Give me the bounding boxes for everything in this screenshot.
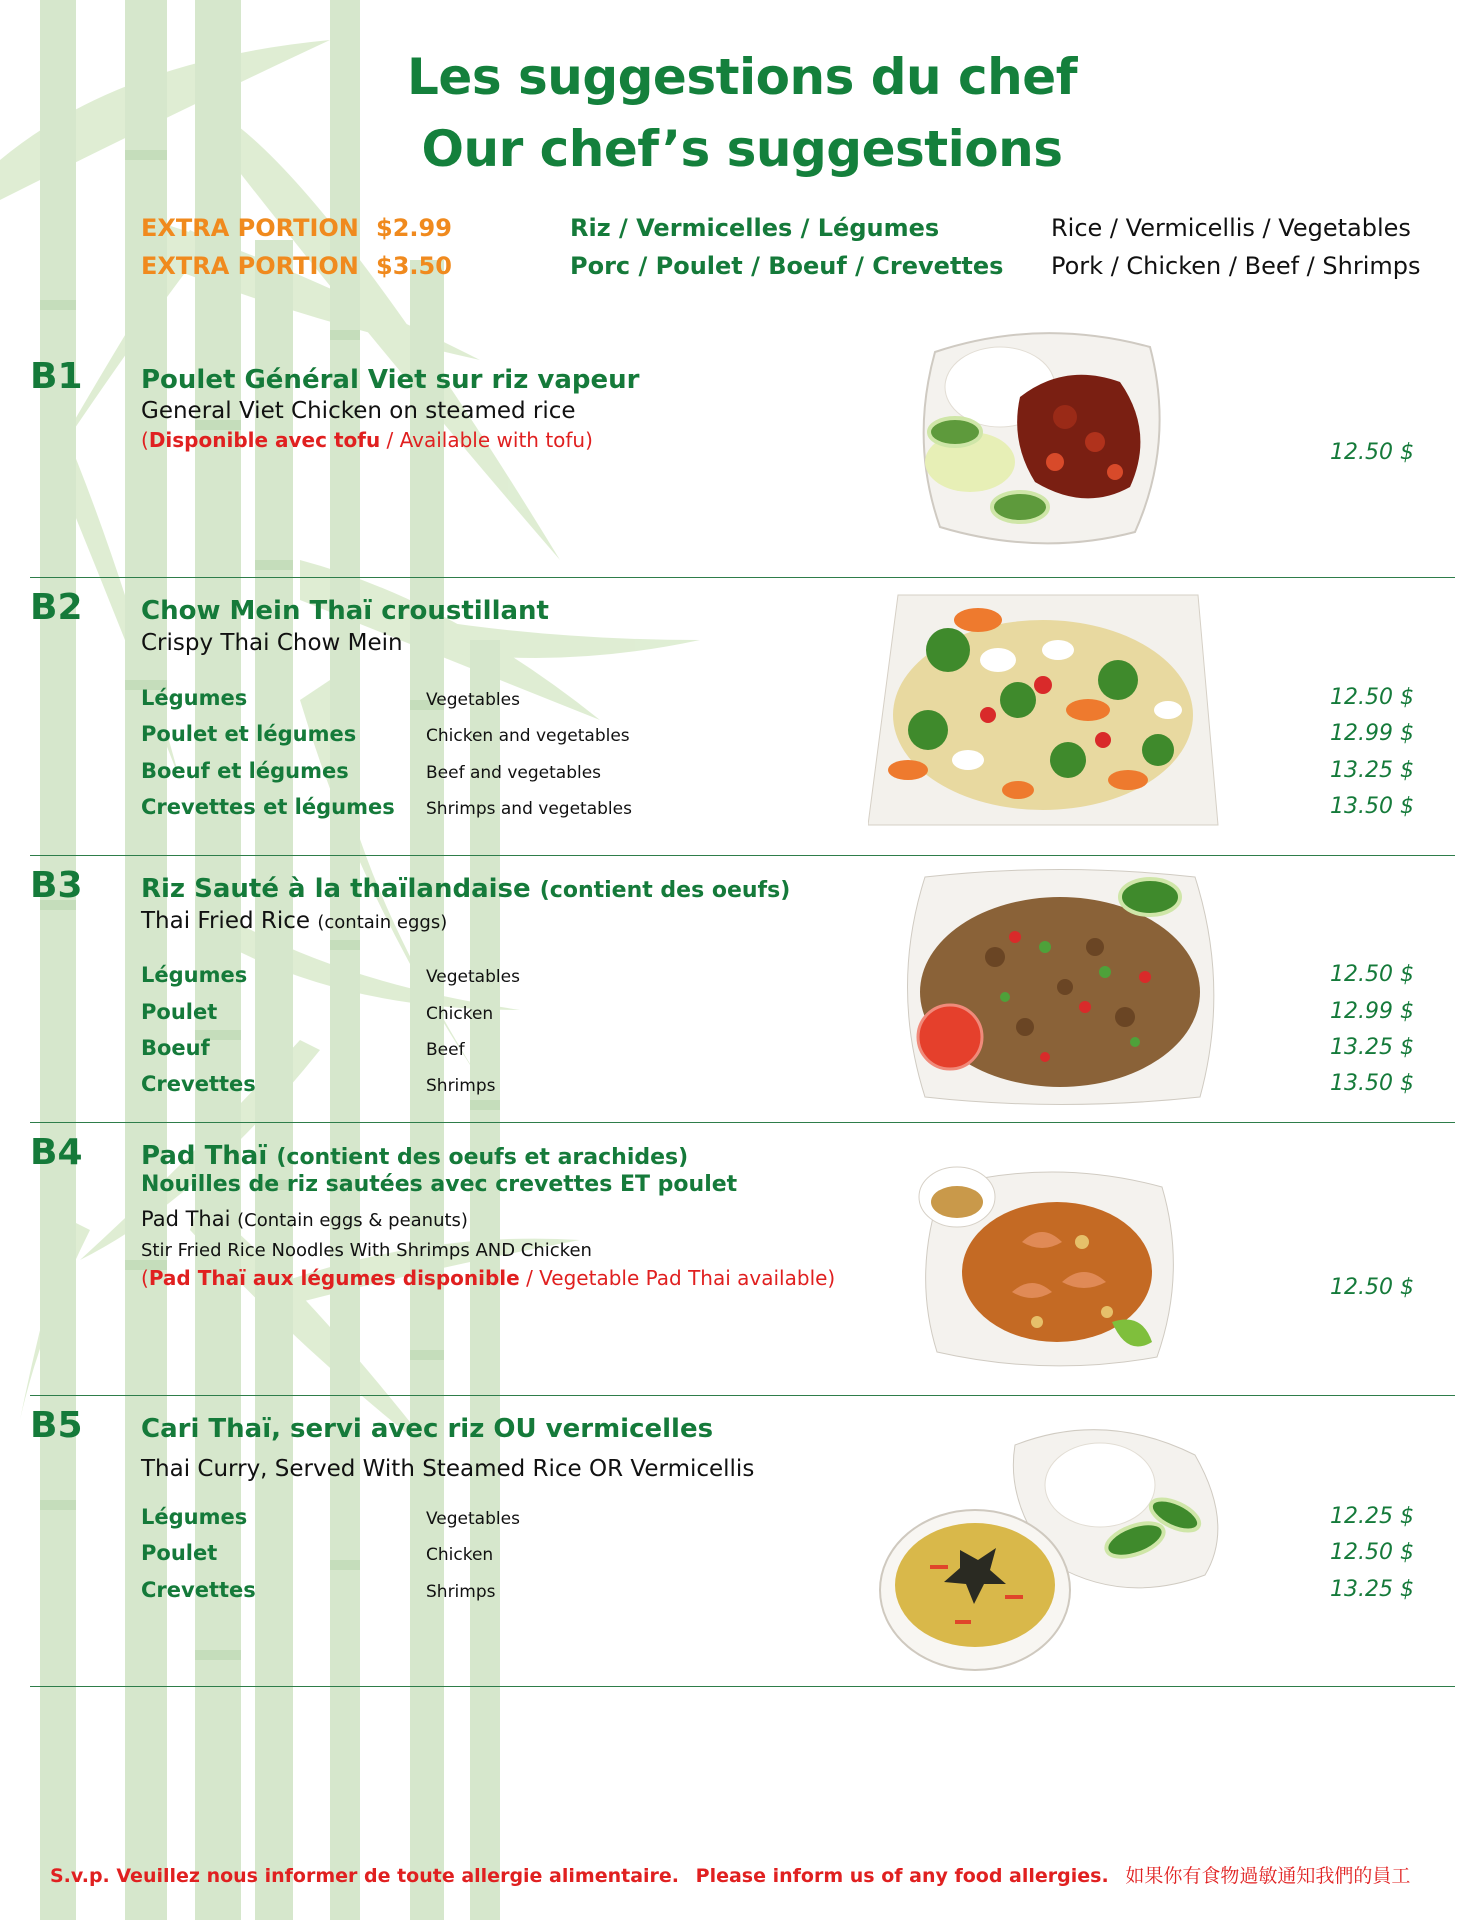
option-label-en: Vegetables — [426, 1509, 520, 1529]
item-code-b3: B3 — [30, 865, 83, 906]
option-label-en: Vegetables — [426, 967, 520, 987]
allergy-notice-zh: 如果你有食物過敏通知我們的員工 — [1125, 1865, 1411, 1887]
option-label-fr: Boeuf et légumes — [141, 759, 349, 783]
item-title-en: Pad Thai (Contain eggs & peanuts) — [141, 1207, 468, 1231]
item-code-b2: B2 — [30, 587, 83, 628]
option-label-fr: Crevettes et légumes — [141, 795, 395, 819]
item-subtitle-en: Stir Fried Rice Noodles With Shrimps AND Chicken — [141, 1240, 592, 1261]
option-label-fr: Poulet et légumes — [141, 722, 357, 746]
item-title-en: Thai Fried Rice (contain eggs) — [141, 908, 448, 934]
item-title-fr: Pad Thaï (contient des oeufs et arachides) — [141, 1141, 689, 1171]
option-label-fr: Boeuf — [141, 1036, 210, 1060]
item-title-fr: Cari Thaï, servi avec riz OU vermicelles — [141, 1414, 714, 1444]
option-price: 13.50 $ — [1330, 794, 1414, 819]
section-divider — [30, 1395, 1455, 1396]
option-label-fr: Légumes — [141, 686, 248, 710]
item-title-fr: Riz Sauté à la thaïlandaise (contient des oeufs) — [141, 874, 791, 904]
page-title-fr: Les suggestions du chef — [407, 48, 1077, 106]
option-label-fr: Crevettes — [141, 1578, 256, 1602]
general-viet-chicken-photo — [915, 322, 1165, 550]
option-label-en: Vegetables — [426, 690, 520, 710]
option-price: 12.50 $ — [1330, 962, 1414, 987]
fried-rice-photo — [895, 867, 1225, 1107]
option-label-en: Shrimps and vegetables — [426, 799, 632, 819]
item-title-fr: Poulet Général Viet sur riz vapeur — [141, 365, 640, 395]
allergy-notice-en: Please inform us of any food allergies. — [695, 1865, 1109, 1887]
page-title-en: Our chef’s suggestions — [421, 120, 1063, 178]
extra-portion-price: $2.99 — [376, 214, 452, 242]
option-label-fr: Légumes — [141, 1505, 248, 1529]
option-price: 13.25 $ — [1330, 758, 1414, 783]
item-price: 12.50 $ — [1330, 1275, 1414, 1300]
item-title-en: General Viet Chicken on steamed rice — [141, 398, 576, 424]
item-availability-note: (Disponible avec tofu / Available with tofu) — [141, 428, 593, 452]
option-price: 12.25 $ — [1330, 1504, 1414, 1529]
option-label-en: Beef and vegetables — [426, 763, 602, 783]
option-label-fr: Crevettes — [141, 1072, 256, 1096]
section-divider — [30, 1122, 1455, 1123]
option-label-en: Shrimps — [426, 1076, 496, 1096]
extra-portion-label: EXTRA PORTION — [141, 252, 359, 280]
extra-portion-price: $3.50 — [376, 252, 452, 280]
allergy-notice-fr: S.v.p. Veuillez nous informer de toute allergie alimentaire. — [50, 1865, 680, 1887]
allergy-notice — [50, 1861, 1420, 1888]
option-price: 13.25 $ — [1330, 1035, 1414, 1060]
section-divider — [30, 855, 1455, 856]
item-title-en: Crispy Thai Chow Mein — [141, 630, 403, 656]
thai-curry-photo — [875, 1415, 1230, 1677]
option-price: 12.50 $ — [1330, 1540, 1414, 1565]
extra-portion-desc-en: Rice / Vermicellis / Vegetables — [1051, 214, 1411, 242]
option-label-fr: Légumes — [141, 963, 248, 987]
section-divider — [30, 577, 1455, 578]
extra-portion-desc-fr: Porc / Poulet / Boeuf / Crevettes — [570, 252, 1004, 280]
option-price: 12.50 $ — [1330, 685, 1414, 710]
option-label-en: Chicken — [426, 1004, 494, 1024]
option-price: 13.25 $ — [1330, 1577, 1414, 1602]
item-code-b5: B5 — [30, 1405, 83, 1446]
pad-thai-photo — [912, 1152, 1180, 1370]
section-divider — [30, 1686, 1455, 1687]
option-price: 13.50 $ — [1330, 1071, 1414, 1096]
option-label-en: Chicken and vegetables — [426, 726, 630, 746]
option-label-en: Shrimps — [426, 1582, 496, 1602]
item-price: 12.50 $ — [1330, 440, 1414, 465]
item-code-b1: B1 — [30, 356, 83, 397]
option-price: 12.99 $ — [1330, 999, 1414, 1024]
extra-portion-desc-fr: Riz / Vermicelles / Légumes — [570, 214, 940, 242]
chow-mein-photo — [868, 590, 1220, 830]
extra-portion-label: EXTRA PORTION — [141, 214, 359, 242]
item-subtitle-fr: Nouilles de riz sautées avec crevettes ET poulet — [141, 1172, 738, 1197]
item-title-en: Thai Curry, Served With Steamed Rice OR Vermicellis — [141, 1456, 755, 1482]
option-label-fr: Poulet — [141, 1541, 218, 1565]
item-availability-note: (Pad Thaï aux légumes disponible / Vegetable Pad Thai available) — [141, 1266, 836, 1290]
option-label-fr: Poulet — [141, 1000, 218, 1024]
option-label-en: Chicken — [426, 1545, 494, 1565]
item-code-b4: B4 — [30, 1132, 83, 1173]
item-title-fr: Chow Mein Thaï croustillant — [141, 596, 549, 626]
extra-portion-desc-en: Pork / Chicken / Beef / Shrimps — [1051, 252, 1421, 280]
option-label-en: Beef — [426, 1040, 465, 1060]
option-price: 12.99 $ — [1330, 721, 1414, 746]
